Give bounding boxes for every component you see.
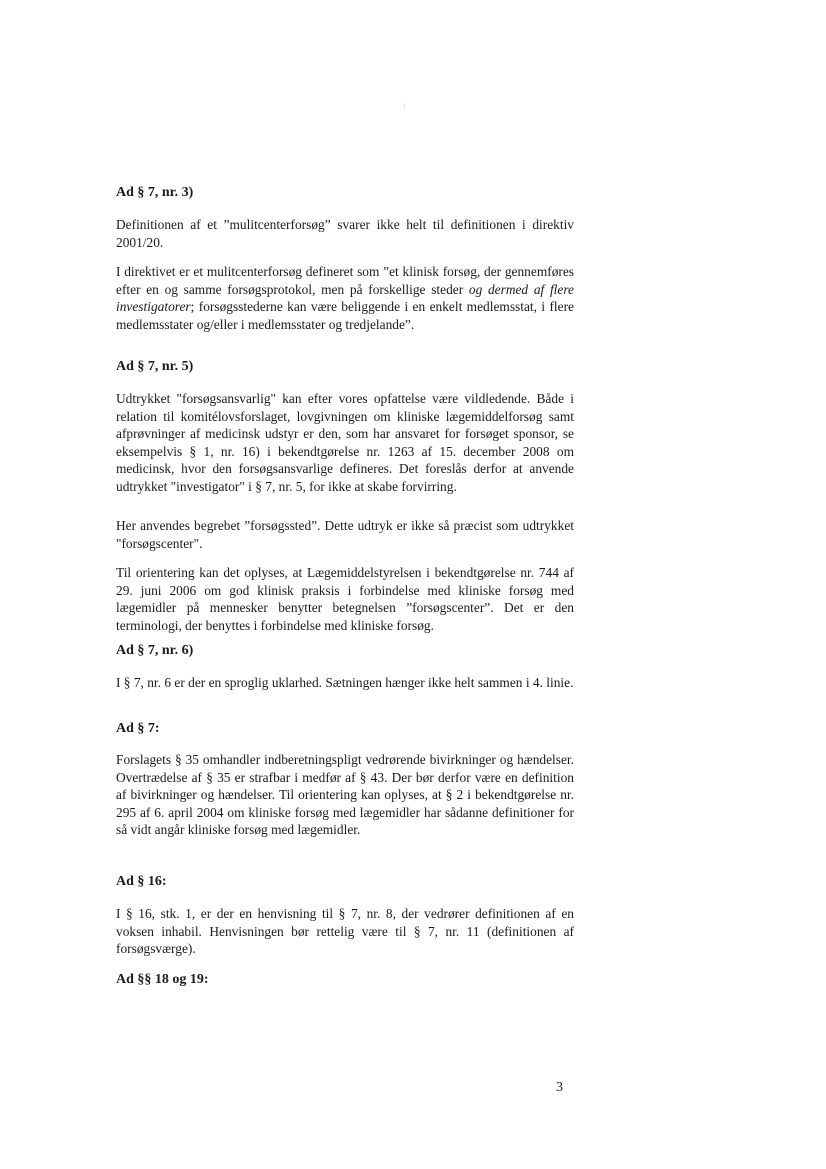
- paragraph-henvisning: I § 16, stk. 1, er der en henvisning til § 7, nr. 8, der vedrører definitionen af en voksen inhabil. Henvisningen bør rettelig være til § 7, nr. 11 (definitionen af forsøgsværge).: [116, 906, 574, 957]
- paragraph-emphasis: og dermed af flere investigatorer: [116, 281, 574, 315]
- paragraph-definition-multicenter: Definitionen af et ”mulitcenterforsøg” svarer ikke helt til definitionen i direktiv 2001/20.: [116, 217, 574, 250]
- paragraph-part: I direktivet er et mulitcenterforsøg defineret som ”et klinisk forsøg, der gennemføres efter en og samme forsøgsprotokol, men på forskellige steder: [116, 264, 574, 297]
- paragraph-forsogssted: Her anvendes begrebet ”forsøgssted”. Dette udtryk er ikke så præcist som udtrykket "forsøgscenter".: [116, 518, 574, 551]
- heading-ad-7-nr-3: Ad § 7, nr. 3): [116, 185, 194, 200]
- paragraph-orientation: Til orientering kan det oplyses, at Lægemiddelstyrelsen i bekendtgørelse nr. 744 af 29. juni 2006 om god klinisk praksis i forbindelse med kliniske forsøg med lægemidler på mennesker benytter betegnelsen ”forsøgscenter”. Det er den terminologi, der benyttes i forbindelse med kliniske forsøg.: [116, 565, 574, 633]
- paragraph-directive-definition: [116, 263, 574, 333]
- paragraph-uklarhed: I § 7, nr. 6 er der en sproglig uklarhed. Sætningen hænger ikke helt sammen i 4. linie.: [116, 675, 574, 690]
- heading-ad-16: Ad § 16:: [116, 874, 167, 889]
- scan-mark: [404, 103, 405, 109]
- heading-ad-18-19: Ad §§ 18 og 19:: [116, 972, 209, 987]
- heading-ad-7-nr-5: Ad § 7, nr. 5): [116, 359, 194, 374]
- paragraph-indberetningspligt: Forslagets § 35 omhandler indberetningspligt vedrørende bivirkninger og hændelser. Overtrædelse af § 35 er strafbar i medfør af § 43. Der bør derfor være en definition af bivirkninger og hændelser. Til orientering kan oplyses, at § 2 i bekendtgørelse nr. 295 af 6. april 2004 om kliniske forsøg med lægemidler har sådanne definitioner for så vidt angår kliniske forsøg med lægemidler.: [116, 752, 574, 838]
- paragraph-forsogsansvarlig: Udtrykket "forsøgsansvarlig" kan efter vores opfattelse være vildledende. Både i relation til komitélovsforslaget, lovgivningen om kliniske lægemiddelforsøg samt afprøvninger af medicinsk udstyr er den, som har ansvaret for forsøget sponsor, se eksempelvis § 1, nr. 16) i bekendtgørelse nr. 1263 af 15. december 2008 om medicinsk, hvor den forsøgsansvarlige defineres. Det foreslås derfor at anvende udtrykket "investigator" i § 7, nr. 5, for ikke at skabe forvirring.: [116, 391, 574, 494]
- heading-ad-7-nr-6: Ad § 7, nr. 6): [116, 643, 194, 658]
- page-number: 3: [556, 1080, 563, 1095]
- heading-ad-7: Ad § 7:: [116, 721, 160, 736]
- paragraph-part: ; forsøgsstederne kan være beliggende i en enkelt medlemsstat, i flere medlemsstater og/eller i medlemsstater og tredjelande”.: [116, 299, 574, 332]
